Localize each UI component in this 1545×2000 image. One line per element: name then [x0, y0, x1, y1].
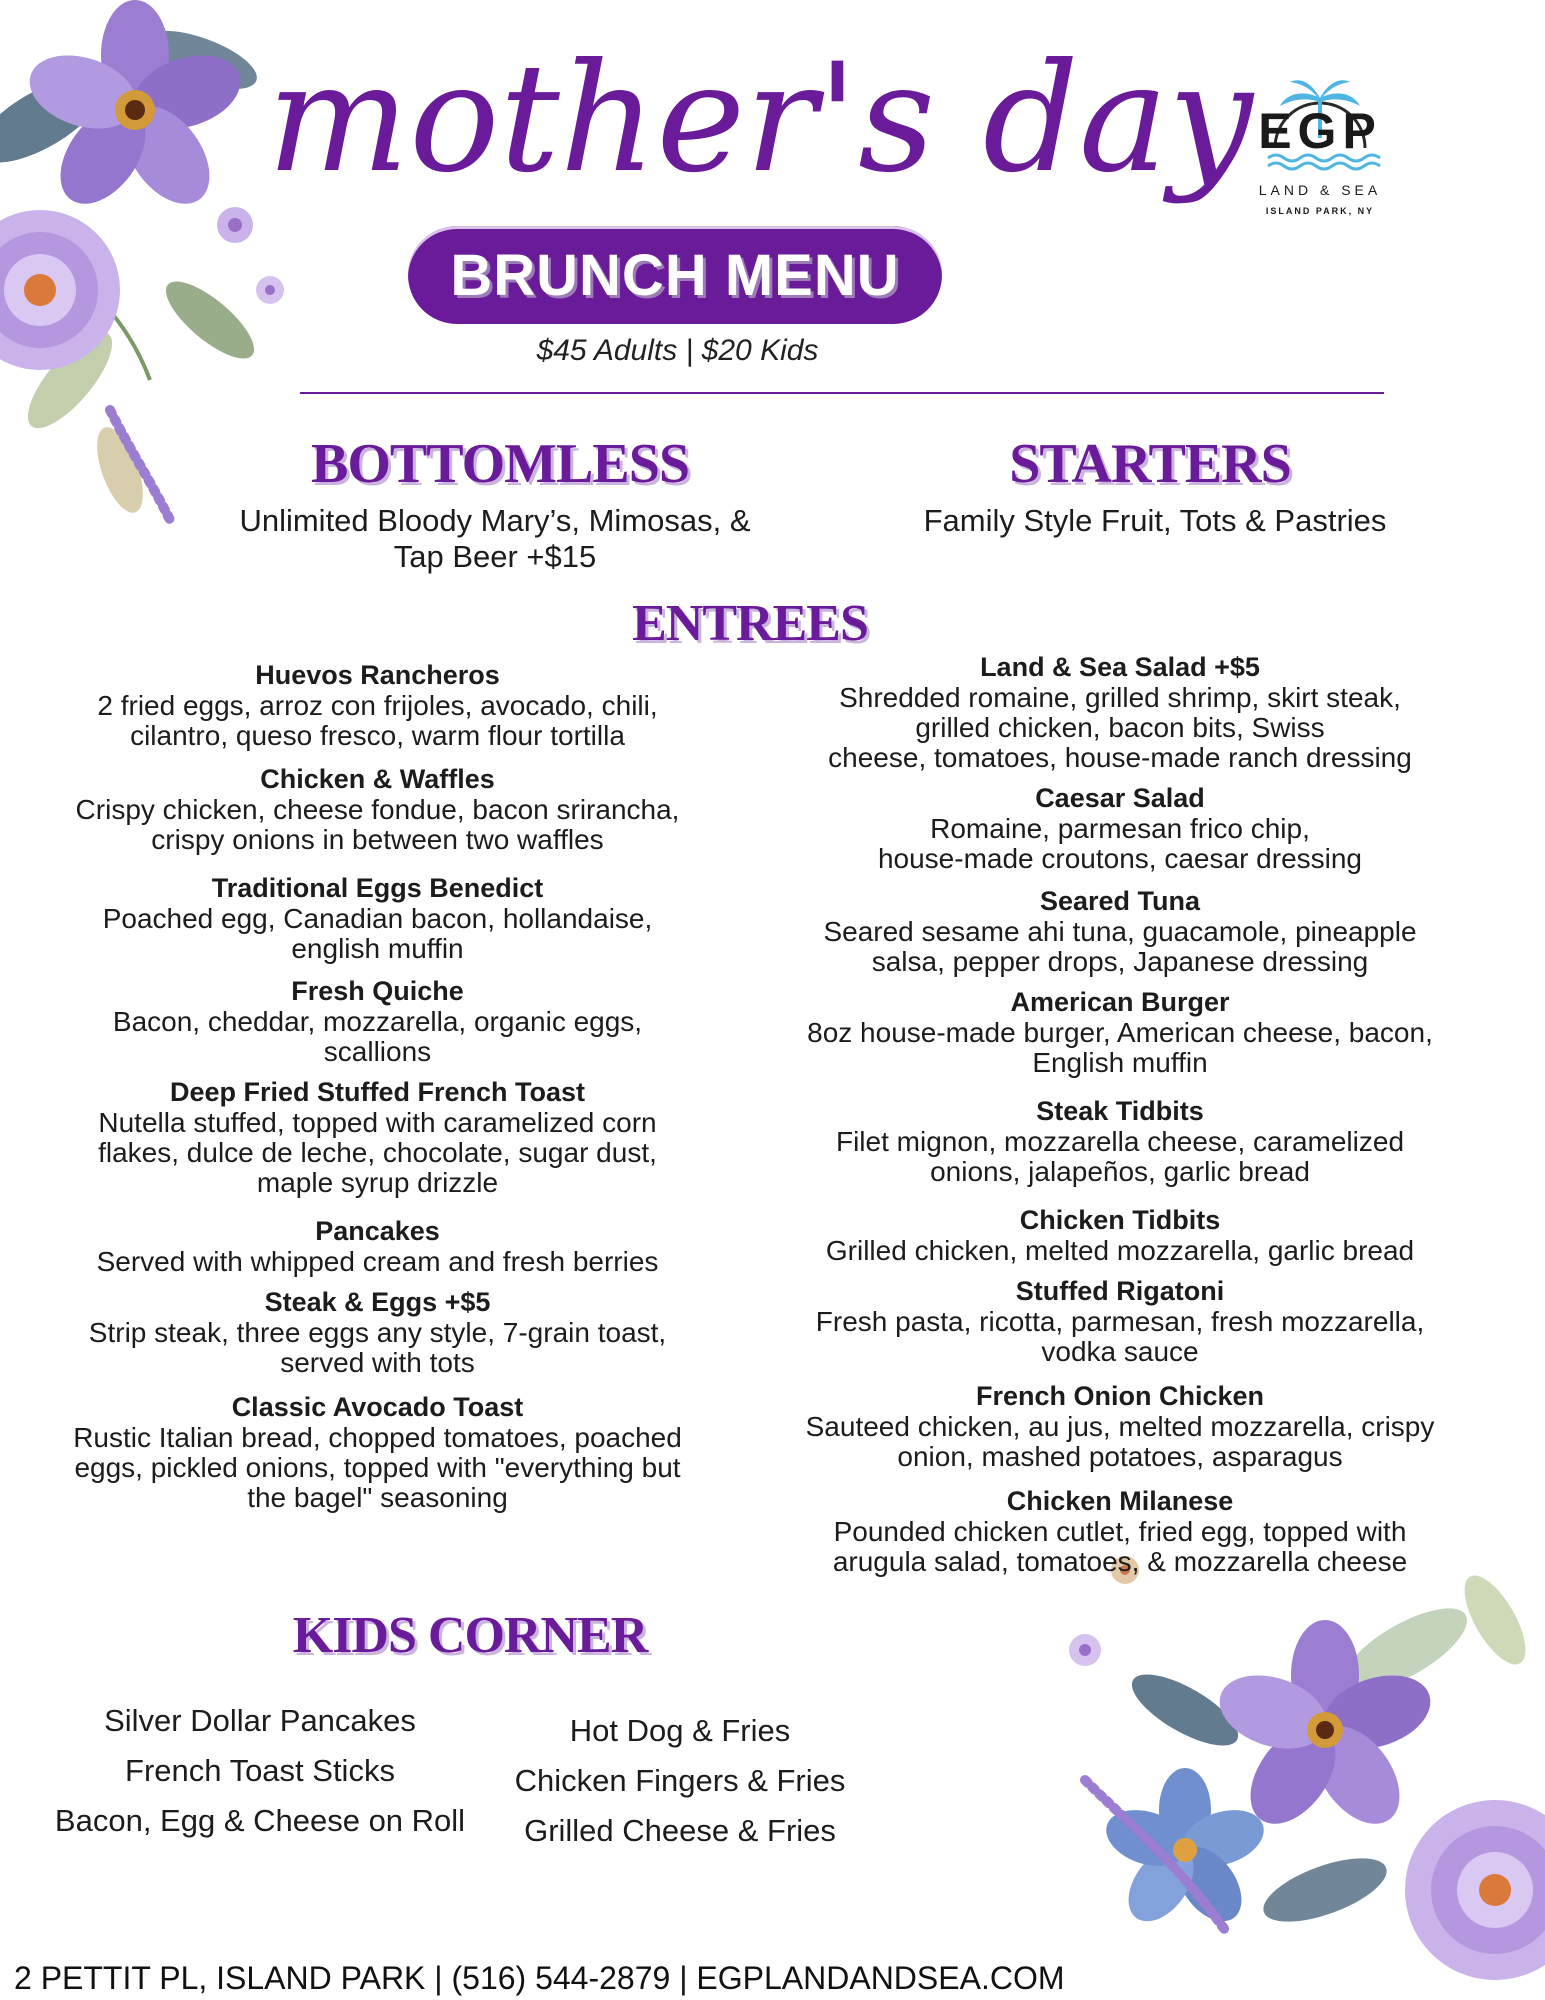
header-divider [300, 392, 1384, 394]
brunch-menu-title: BRUNCH MENU [450, 242, 900, 308]
logo-tagline: LAND & SEA [1258, 182, 1382, 198]
menu-item-description: english muffin [291, 933, 464, 964]
kids-menu-item: French Toast Sticks [125, 1753, 395, 1788]
menu-item [50, 976, 705, 1067]
flower-bouquet-bottom-right [1025, 1530, 1545, 2000]
menu-item [790, 987, 1450, 1078]
bottomless-line: Unlimited Bloody Mary’s, Mimosas, & [239, 503, 751, 538]
entrees-right-column [790, 652, 1450, 1587]
menu-item-description: served with tots [280, 1347, 475, 1378]
starters-heading: STARTERS [1009, 433, 1291, 495]
kids-menu-item: Hot Dog & Fries [569, 1713, 791, 1748]
menu-item-description: Grilled chicken, melted mozzarella, garlic bread [825, 1235, 1415, 1266]
menu-item [50, 1077, 705, 1198]
kids-left-list [50, 1696, 470, 1846]
menu-item [50, 660, 705, 751]
menu-item-name: Land & Sea Salad +$5 [980, 652, 1260, 682]
menu-item-name: Pancakes [315, 1216, 440, 1246]
menu-item-name: Stuffed Rigatoni [1015, 1276, 1225, 1306]
menu-item [50, 764, 705, 855]
menu-item-description: Shredded romaine, grilled shrimp, skirt steak, [839, 682, 1401, 713]
menu-item [790, 1276, 1450, 1367]
entrees-heading: ENTREES [632, 595, 868, 652]
kids-corner-heading: KIDS CORNER [292, 1607, 648, 1664]
entrees-left-column [50, 660, 705, 1525]
menu-item-name: American Burger [1010, 987, 1230, 1017]
menu-item-description: Rustic Italian bread, chopped tomatoes, poached [73, 1422, 682, 1453]
menu-item-name: Chicken Milanese [1006, 1486, 1234, 1516]
menu-item-name: Huevos Rancheros [255, 660, 500, 690]
menu-item-description: eggs, pickled onions, topped with "everything but [74, 1452, 681, 1483]
menu-item-description: 8oz house-made burger, American cheese, bacon, [807, 1017, 1433, 1048]
menu-item-name: Classic Avocado Toast [231, 1392, 524, 1422]
menu-item-name: Caesar Salad [1035, 783, 1205, 813]
egp-logo [1240, 68, 1400, 228]
menu-item [790, 652, 1450, 773]
menu-item [50, 1216, 705, 1277]
menu-item-description: crispy onions in between two waffles [151, 824, 604, 855]
menu-item-description: grilled chicken, bacon bits, Swiss [915, 712, 1325, 743]
logo-location: ISLAND PARK, NY [1265, 206, 1375, 216]
menu-item-description: Served with whipped cream and fresh berries [96, 1246, 659, 1277]
menu-item-description: Strip steak, three eggs any style, 7-grain toast, [88, 1317, 667, 1348]
menu-item-description: the bagel" seasoning [247, 1482, 508, 1513]
menu-item-description: onion, mashed potatoes, asparagus [897, 1441, 1343, 1472]
menu-item-name: Traditional Eggs Benedict [211, 873, 544, 903]
menu-item-description: Crispy chicken, cheese fondue, bacon srirancha, [75, 794, 680, 825]
footer-contact: 2 PETTIT PL, ISLAND PARK | (516) 544-2879 | EGPLANDANDSEA.COM [14, 1960, 1065, 1996]
menu-item-description: flakes, dulce de leche, chocolate, sugar dust, [98, 1137, 657, 1168]
menu-item-description: Romaine, parmesan frico chip, [930, 813, 1310, 844]
menu-item [790, 1486, 1450, 1577]
menu-item-name: Steak Tidbits [1036, 1096, 1204, 1126]
menu-item-description: Bacon, cheddar, mozzarella, organic eggs, [112, 1006, 643, 1037]
kids-menu-item: Silver Dollar Pancakes [104, 1703, 416, 1738]
bottomless-description [200, 503, 790, 575]
menu-item-name: French Onion Chicken [975, 1381, 1265, 1411]
menu-item-description: Seared sesame ahi tuna, guacamole, pineapple [823, 916, 1417, 947]
menu-item [50, 1287, 705, 1378]
menu-item-description: cheese, tomatoes, house-made ranch dressing [828, 742, 1412, 773]
kids-menu-item: Grilled Cheese & Fries [524, 1813, 836, 1848]
kids-menu-item: Chicken Fingers & Fries [514, 1763, 846, 1798]
menu-item-description: Poached egg, Canadian bacon, hollandaise, [102, 903, 653, 934]
menu-item-description: Sauteed chicken, au jus, melted mozzarella, crispy [805, 1411, 1435, 1442]
menu-item-description: English muffin [1032, 1047, 1208, 1078]
menu-item-description: arugula salad, tomatoes, & mozzarella cheese [832, 1546, 1408, 1577]
menu-item [790, 1096, 1450, 1187]
menu-item-description: Fresh pasta, ricotta, parmesan, fresh mozzarella, [815, 1306, 1425, 1337]
menu-item-description: 2 fried eggs, arroz con frijoles, avocado, chili, [97, 690, 658, 721]
menu-item-name: Seared Tuna [1039, 886, 1201, 916]
menu-item-name: Steak & Eggs +$5 [264, 1287, 491, 1317]
menu-item [790, 1381, 1450, 1472]
brunch-menu-banner [408, 226, 942, 324]
menu-item [790, 886, 1450, 977]
menu-item-description: maple syrup drizzle [256, 1167, 499, 1198]
menu-item-description: Nutella stuffed, topped with caramelized corn [98, 1107, 657, 1138]
menu-item-description: vodka sauce [1041, 1336, 1199, 1367]
menu-item-description: Filet mignon, mozzarella cheese, caramelized [835, 1126, 1405, 1157]
bottomless-line: Tap Beer +$15 [393, 539, 597, 574]
price-line: $45 Adults | $20 Kids [536, 334, 819, 367]
menu-item [50, 1392, 705, 1513]
bottomless-heading: BOTTOMLESS [310, 433, 689, 495]
kids-right-list [500, 1706, 860, 1856]
mothers-day-script-title [267, 10, 1253, 240]
logo-letters: EGP [1258, 103, 1382, 159]
menu-item-name: Chicken Tidbits [1019, 1205, 1221, 1235]
kids-menu-item: Bacon, Egg & Cheese on Roll [54, 1803, 466, 1838]
starters-description: Family Style Fruit, Tots & Pastries [923, 503, 1387, 538]
menu-item-description: cilantro, queso fresco, warm flour tortilla [130, 720, 625, 751]
script-title-text: mother's day [267, 32, 1253, 206]
menu-item-description: salsa, pepper drops, Japanese dressing [871, 946, 1369, 977]
menu-item-description: onions, jalapeños, garlic bread [930, 1156, 1310, 1187]
menu-item-name: Deep Fried Stuffed French Toast [169, 1077, 586, 1107]
menu-item-name: Chicken & Waffles [260, 764, 495, 794]
menu-item-description: house-made croutons, caesar dressing [877, 843, 1363, 874]
menu-item [790, 1205, 1450, 1266]
menu-item-description: Pounded chicken cutlet, fried egg, topped with [833, 1516, 1407, 1547]
menu-item-name: Fresh Quiche [291, 976, 464, 1006]
menu-item-description: scallions [323, 1036, 432, 1067]
menu-item [790, 783, 1450, 874]
menu-item [50, 873, 705, 964]
